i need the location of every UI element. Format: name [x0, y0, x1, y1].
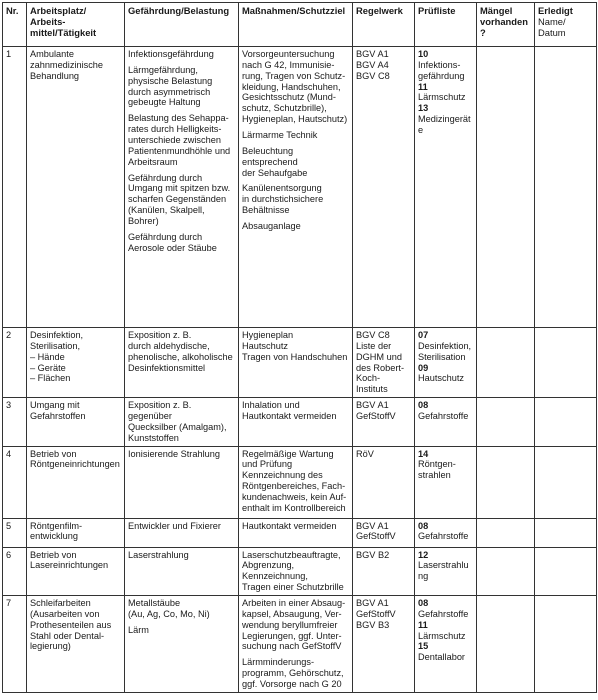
- pruefliste-title: Infektions- gefährdung: [418, 59, 465, 81]
- row-erledigt-empty: [535, 518, 597, 547]
- row-maengel-empty: [477, 596, 535, 693]
- pruefliste-title: Dentallabor: [418, 652, 465, 663]
- hazard-text: Ionisierende Strahlung: [128, 448, 220, 459]
- row-gefaehrdung: [125, 328, 239, 398]
- pruefliste-number: 12: [418, 549, 429, 560]
- pruefliste-title: Medizingeräte: [418, 114, 471, 136]
- row-arbeitsplatz: Desinfektion, Sterilisation, – Hände – Geräte – Flächen: [27, 328, 125, 398]
- pruefliste-entry: [418, 363, 473, 385]
- hazard-text: Belastung des Sehappa- rates durch Helligkeits- unterschiede zwischen Patientenmundhöhle und Arbeitsraum: [128, 113, 231, 167]
- header-massnahmen: Maßnahmen/Schutzziel: [239, 3, 353, 47]
- row-massnahmen: [239, 596, 353, 693]
- pruefliste-title: Desinfektion, Sterilisation: [418, 340, 472, 362]
- row-maengel-empty: [477, 328, 535, 398]
- measure-text: Absauganlage: [242, 221, 301, 232]
- pruefliste-entry: [418, 521, 473, 543]
- row-erledigt-empty: [535, 547, 597, 595]
- row-massnahmen: [239, 47, 353, 328]
- row-nr: 4: [3, 446, 27, 518]
- row-erledigt-empty: [535, 47, 597, 328]
- table-row: [3, 328, 597, 398]
- pruefliste-number: 11: [418, 81, 428, 92]
- row-massnahmen: [239, 398, 353, 446]
- pruefliste-number: 13: [418, 103, 429, 114]
- hazard-text: Infektionsgefährdung: [128, 49, 214, 59]
- table-body: [3, 47, 597, 693]
- row-pruefliste: [415, 328, 477, 398]
- row-gefaehrdung: [125, 446, 239, 518]
- pruefliste-entry: [418, 550, 473, 583]
- pruefliste-title: Röntgen- strahlen: [418, 459, 456, 481]
- row-gefaehrdung: [125, 518, 239, 547]
- header-arbeitsplatz: Arbeitsplatz/ Arbeits- mittel/Tätigkeit: [27, 3, 125, 47]
- pruefliste-number: 08: [418, 598, 429, 609]
- pruefliste-entry: [418, 103, 473, 136]
- row-regelwerk: BGV B2: [353, 547, 415, 595]
- pruefliste-title: Gefahrstoffe: [418, 531, 469, 542]
- table-row: [3, 47, 597, 328]
- table-row: [3, 398, 597, 446]
- pruefliste-title: Gefahrstoffe: [418, 608, 469, 619]
- row-nr: 6: [3, 547, 27, 595]
- pruefliste-entry: [418, 330, 473, 363]
- pruefliste-title: Lärmschutz: [418, 630, 466, 641]
- row-arbeitsplatz: Umgang mit Gefahrstoffen: [27, 398, 125, 446]
- measure-text: Arbeiten in einer Absaug- kapsel, Absaugung, Ver- wendung beryllumfreier Legierungen, ggf. Unter- suchung nach GefStoffV: [242, 598, 346, 652]
- pruefliste-title: Lärmschutz: [418, 92, 466, 103]
- measure-text: Inhalation und Hautkontakt vermeiden: [242, 400, 337, 422]
- hazard-text: Gefährdung durch Umgang mit spitzen bzw. scharfen Gegenständen (Kanülen, Skalpell, Bohrer): [128, 172, 231, 227]
- hazard-text: Exposition z. B. gegenüber Quecksilber (Amalgam), Kunststoffen: [128, 400, 227, 443]
- row-maengel-empty: [477, 518, 535, 547]
- row-massnahmen: [239, 446, 353, 518]
- pruefliste-number: 14: [418, 448, 429, 459]
- row-pruefliste: [415, 398, 477, 446]
- row-nr: 2: [3, 328, 27, 398]
- row-maengel-empty: [477, 47, 535, 328]
- header-nr: Nr.: [3, 3, 27, 47]
- pruefliste-entry: [418, 641, 473, 663]
- row-massnahmen: [239, 328, 353, 398]
- pruefliste-number: 10: [418, 49, 429, 59]
- row-regelwerk: BGV A1 GefStoffV: [353, 398, 415, 446]
- measure-text: Hautkontakt vermeiden: [242, 520, 337, 531]
- row-gefaehrdung: [125, 596, 239, 693]
- table-row: [3, 596, 597, 693]
- row-gefaehrdung: [125, 398, 239, 446]
- row-erledigt-empty: [535, 446, 597, 518]
- row-pruefliste: [415, 518, 477, 547]
- table-row: [3, 446, 597, 518]
- pruefliste-title: Gefahrstoffe: [418, 411, 469, 422]
- hazard-text: Exposition z. B. durch aldehydische, phenolische, alkoholische Desinfektionsmittel: [128, 330, 233, 373]
- row-nr: 1: [3, 47, 27, 328]
- row-maengel-empty: [477, 398, 535, 446]
- row-arbeitsplatz: Ambulante zahnmedizinische Behandlung: [27, 47, 125, 328]
- pruefliste-entry: [418, 49, 473, 82]
- row-arbeitsplatz: Betrieb von Lasereinrichtungen: [27, 547, 125, 595]
- row-nr: 7: [3, 596, 27, 693]
- row-massnahmen: [239, 547, 353, 595]
- header-erledigt: [535, 3, 597, 47]
- pruefliste-entry: [418, 82, 473, 104]
- row-pruefliste: [415, 596, 477, 693]
- gefaehrdungsbeurteilung-table: [2, 2, 597, 693]
- row-nr: 5: [3, 518, 27, 547]
- row-maengel-empty: [477, 446, 535, 518]
- row-arbeitsplatz: Schleifarbeiten (Ausarbeiten von Prothesenteilen aus Stahl oder Dental- legierung): [27, 596, 125, 693]
- hazard-text: Gefährdung durch Aerosole oder Stäube: [128, 231, 217, 253]
- pruefliste-number: 09: [418, 362, 429, 373]
- pruefliste-number: 08: [418, 400, 429, 411]
- header-maengel: Mängel vorhanden?: [477, 3, 535, 47]
- pruefliste-title: Hautschutz: [418, 373, 464, 384]
- row-nr: 3: [3, 398, 27, 446]
- row-maengel-empty: [477, 547, 535, 595]
- pruefliste-entry: [418, 620, 473, 642]
- pruefliste-entry: [418, 598, 473, 620]
- measure-text: Hygieneplan Hautschutz Tragen von Handschuhen: [242, 330, 348, 362]
- row-gefaehrdung: [125, 547, 239, 595]
- hazard-text: Lärmgefährdung, physische Belastung durch asymmetrisch gebeugte Haltung: [128, 64, 213, 108]
- pruefliste-entry: [418, 449, 473, 482]
- header-regelwerk: Regelwerk: [353, 3, 415, 47]
- row-regelwerk: BGV A1 GefStoffV BGV B3: [353, 596, 415, 693]
- measure-text: Kanülenentsorgung in durchstichsichere Behältnisse: [242, 183, 324, 216]
- pruefliste-title: Laserstrahlung: [418, 560, 469, 582]
- table-row: [3, 547, 597, 595]
- header-pruefliste: Prüfliste: [415, 3, 477, 47]
- row-regelwerk: RöV: [353, 446, 415, 518]
- pruefliste-number: 11: [418, 619, 428, 630]
- row-erledigt-empty: [535, 398, 597, 446]
- row-erledigt-empty: [535, 596, 597, 693]
- pruefliste-number: 07: [418, 330, 429, 340]
- table-row: [3, 518, 597, 547]
- row-arbeitsplatz: Röntgenfilm- entwicklung: [27, 518, 125, 547]
- hazard-text: Laserstrahlung: [128, 549, 189, 560]
- measure-text: Beleuchtung entsprechend der Sehaufgabe: [242, 145, 308, 178]
- measure-text: Vorsorgeuntersuchung nach G 42, Immunisie- rung, Tragen von Schutz- kleidung, Handschuhen, Gesichtsschutz (Mund- schutz, Schutzbrille), Hygieneplan, Hautschutz): [242, 49, 348, 125]
- measure-text: Laserschutzbeauftragte, Abgrenzung, Kennzeichnung, Tragen einer Schutzbrille: [242, 549, 344, 593]
- hazard-text: Metallstäube (Au, Ag, Co, Mo, Ni): [128, 598, 210, 619]
- header-erledigt-label: Erledigt: [538, 5, 573, 16]
- row-pruefliste: [415, 47, 477, 328]
- header-erledigt-sub: Name/ Datum: [538, 15, 566, 38]
- row-regelwerk: BGV C8 Liste der DGHM und des Robert- Koch-Instituts: [353, 328, 415, 398]
- row-arbeitsplatz: Betrieb von Röntgeneinrichtungen: [27, 446, 125, 518]
- pruefliste-number: 15: [418, 641, 429, 652]
- header-gefaehrdung: Gefährdung/Belastung: [125, 3, 239, 47]
- measure-text: Lärmminderungs- programm, Gehörschutz, ggf. Vorsorge nach G 20: [242, 657, 344, 690]
- hazard-text: Lärm: [128, 624, 149, 635]
- row-pruefliste: [415, 446, 477, 518]
- measure-text: Regelmäßige Wartung und Prüfung Kennzeichnung des Röntgenbereiches, Fach- kundenachweis, kein Auf- enthalt im Kontrollbereich: [242, 448, 347, 513]
- row-gefaehrdung: [125, 47, 239, 328]
- hazard-text: Entwickler und Fixierer: [128, 520, 221, 531]
- row-regelwerk: BGV A1 BGV A4 BGV C8: [353, 47, 415, 328]
- measure-text: Lärmarme Technik: [242, 130, 318, 141]
- header-row: [3, 3, 597, 47]
- row-erledigt-empty: [535, 328, 597, 398]
- row-massnahmen: [239, 518, 353, 547]
- row-pruefliste: [415, 547, 477, 595]
- row-regelwerk: BGV A1 GefStoffV: [353, 518, 415, 547]
- pruefliste-entry: [418, 400, 473, 422]
- pruefliste-number: 08: [418, 520, 429, 531]
